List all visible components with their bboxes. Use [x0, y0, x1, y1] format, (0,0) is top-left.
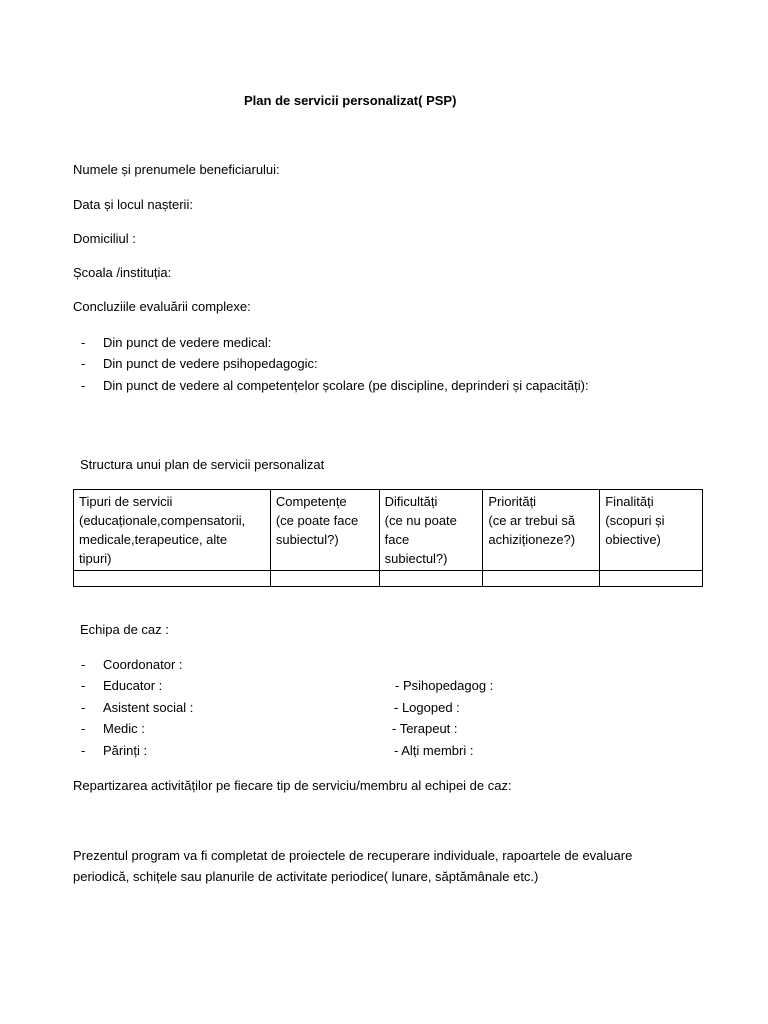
closing-line-1: Prezentul program va fi completat de proiectele de recuperare individuale, rapoartele de evaluare [73, 848, 633, 863]
header-finalities: Finalități (scopuri și obiective) [600, 490, 703, 571]
conclusion-school-competences: Din punct de vedere al competențelor școlare (pe discipline, deprinderi și capacități): [103, 378, 589, 393]
bullet-dash: - [81, 743, 86, 758]
case-team-heading: Echipa de caz : [80, 622, 169, 637]
team-other-members: - Alți membri : [394, 743, 474, 758]
domicile-label: Domiciliul : [73, 231, 136, 246]
header-competences: Competențe (ce poate face subiectul?) [270, 490, 379, 571]
team-coordinator: Coordonator : [103, 657, 183, 672]
bullet-dash: - [81, 678, 86, 693]
table-cell [270, 571, 379, 587]
birth-date-place-label: Data și locul nașterii: [73, 197, 193, 212]
header-priorities: Priorități (ce ar trebui să achiziționeze?) [483, 490, 600, 571]
team-therapist: - Terapeut : [392, 721, 458, 736]
list-item [0, 335, 768, 351]
activity-distribution-label: Repartizarea activităților pe fiecare tip de serviciu/membru al echipei de caz: [73, 778, 512, 793]
list-item [0, 678, 768, 694]
list-item [0, 743, 768, 759]
table-row [74, 571, 703, 587]
team-doctor: Medic : [103, 721, 145, 736]
conclusion-medical: Din punct de vedere medical: [103, 335, 272, 350]
list-item [0, 657, 768, 673]
bullet-dash: - [81, 378, 86, 393]
list-item [0, 700, 768, 716]
bullet-dash: - [81, 356, 86, 371]
evaluation-conclusions-label: Concluziile evaluării complexe: [73, 299, 251, 314]
school-institution-label: Școala /instituția: [73, 265, 172, 280]
team-speech-therapist: - Logoped : [394, 700, 460, 715]
header-service-types: Tipuri de servicii (educaționale,compensatorii, medicale,terapeutice, alte tipuri) [74, 490, 271, 571]
table-cell [74, 571, 271, 587]
list-item [0, 378, 768, 394]
team-social-worker: Asistent social : [103, 700, 194, 715]
table-cell [483, 571, 600, 587]
team-psychopedagogue: - Psihopedagog : [395, 678, 494, 693]
beneficiary-name-label: Numele și prenumele beneficiarului: [73, 162, 280, 177]
list-item [0, 721, 768, 737]
document-title: Plan de servicii personalizat( PSP) [244, 93, 457, 108]
team-educator: Educator : [103, 678, 163, 693]
bullet-dash: - [81, 721, 86, 736]
bullet-dash: - [81, 335, 86, 350]
bullet-dash: - [81, 700, 86, 715]
closing-line-2: periodică, schițele sau planurile de activitate periodice( lunare, săptămânale etc.) [73, 869, 539, 884]
structure-heading: Structura unui plan de servicii personalizat [80, 457, 325, 472]
conclusion-psychopedagogic: Din punct de vedere psihopedagogic: [103, 356, 318, 371]
services-table [73, 489, 703, 587]
table-cell [379, 571, 483, 587]
bullet-dash: - [81, 657, 86, 672]
table-cell [600, 571, 703, 587]
team-parents: Părinți : [103, 743, 148, 758]
list-item [0, 356, 768, 372]
header-difficulties: Dificultăți (ce nu poate face subiectul?) [379, 490, 483, 571]
table-header-row [74, 490, 703, 571]
